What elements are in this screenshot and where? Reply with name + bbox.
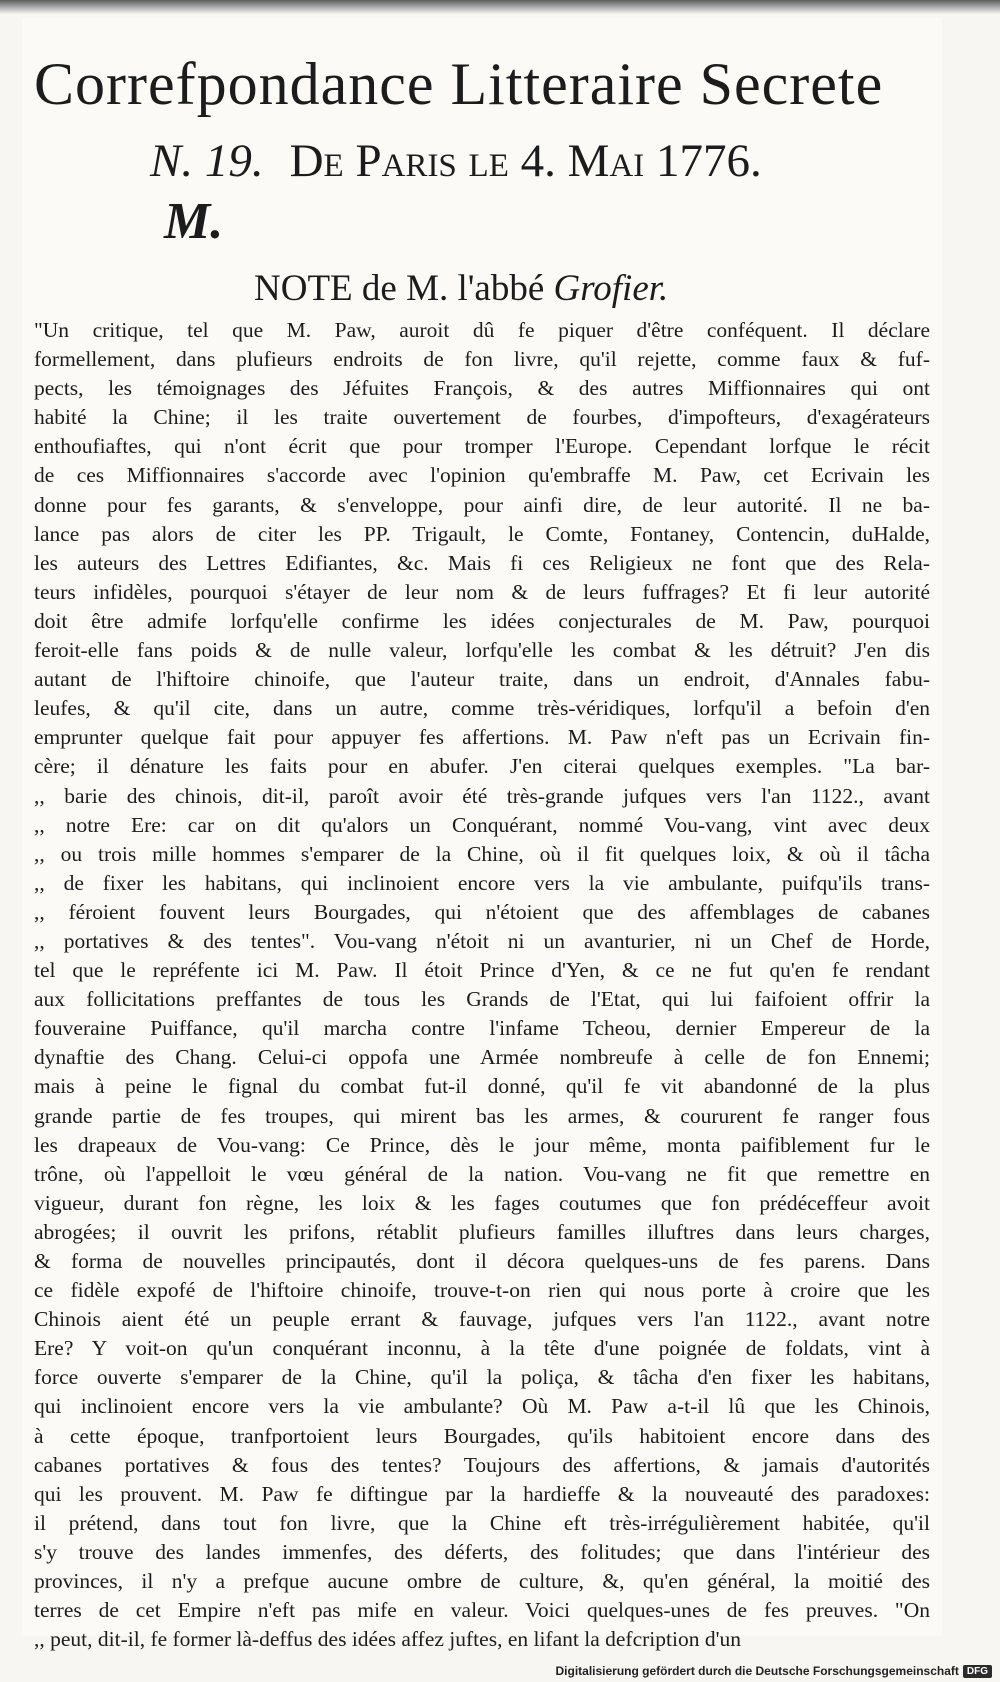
text-line: qui inclinoient encore vers la vie ambulante? Où M. Paw a-t-il lû que les Chinois, [34,1394,930,1419]
text-line: il prétend, dans tout fon livre, que la Chine eft très-irrégulièrement habitée, qu'il [34,1510,930,1535]
text-line: ,, peut, dit-il, fe former là-deffus des idées affez juftes, en lifant la defcription d'un [34,1627,741,1652]
text-line: de ces Miffionnaires s'accorde avec l'opinion qu'embraffe M. Paw, cet Ecrivain les [34,463,930,488]
text-line: emprunter quelque fait pour appuyer fes affertions. M. Paw n'eft pas un Ecrivain fin- [34,725,930,750]
text-line: force ouverte s'emparer de la Chine, qu'il la poliça, & tâcha d'en fixer les habitans, [34,1365,930,1390]
text-line: teurs infidèles, pourquoi s'étayer de leur nom & de leurs fuffrages? Et fi leur autorité [34,579,930,604]
text-line: abrogées; il ouvrit les prifons, rétablit plufieurs familles illuftres dans leurs charges, [34,1219,930,1244]
text-line: Ere? Y voit-on qu'un conquérant inconnu, à la tête d'une poignée de foldats, vint à [34,1336,930,1361]
text-line: ,, de fixer les habitans, qui inclinoient encore vers la vie ambulante, puifqu'ils trans- [34,870,930,895]
text-line: grande partie de fes troupes, qui mirent bas les armes, & coururent fe ranger fous [34,1103,930,1128]
text-line: enthoufiaftes, qui n'ont écrit que pour tromper l'Europe. Cependant lorfque le récit [34,434,930,459]
text-line: terres de cet Empire n'eft pas mife en valeur. Voici quelques-unes de fes preuves. "On [34,1598,930,1623]
text-line: fouveraine Puiffance, qu'il marcha contre l'infame Tcheou, dernier Empereur de la [34,1016,930,1041]
issue-line [150,135,762,187]
text-line: pects, les témoignages des Jéfuites François, & des autres Miffionnaires qui ont [34,376,930,401]
text-line: donne pour fes garants, & s'enveloppe, pour ainfi dire, de leur autorité. Il ne ba- [34,492,930,517]
body-text [34,316,930,1654]
text-line: aux follicitations preffantes de tous les Grands de l'Etat, qui lui faifoient offrir la [34,987,930,1012]
text-line: doit être admife lorfqu'elle confirme les idées conjecturales de M. Paw, pourquoi [34,608,930,633]
note-title [254,270,668,307]
text-line: formellement, dans plufieurs endroits de fon livre, qu'il rejette, comme faux & fuf- [34,347,930,372]
text-line: ,, notre Ere: car on dit qu'alors un Conquérant, nommé Vou-vang, vint avec deux [34,812,930,837]
place-date: De Paris le 4. Mai 1776. [289,135,762,187]
text-line: ,, ou trois mille hommes s'emparer de la Chine, où il fit quelques loix, & où il tâcha [34,841,930,866]
text-line: habité la Chine; il les traite ouvertement de fourbes, d'impofteurs, d'exagérateurs [34,405,930,430]
text-line: mais à peine le fignal du combat fut-il donné, qu'il fe vit abandonné de la plus [34,1074,930,1099]
text-line: cabanes portatives & fous des tentes? Toujours des affertions, & jamais d'autorités [34,1452,930,1477]
text-line: "Un critique, tel que M. Paw, auroit dû fe piquer d'être conféquent. Il déclare [34,318,930,342]
text-line: ,, portatives & des tentes". Vou-vang n'étoit ni un avanturier, ni un Chef de Horde, [34,928,930,953]
scan-top-edge [0,0,1000,14]
text-line: à cette époque, tranfportoient leurs Bourgades, qu'ils habitoient encore dans des [34,1423,930,1448]
text-line: s'y trouve des landes immenfes, des déferts, des folitudes; que dans l'intérieur des [34,1539,930,1564]
text-line: lance pas alors de citer les PP. Trigault, le Comte, Fontaney, Contencin, duHalde, [34,521,930,546]
digitization-credit [555,1664,992,1678]
text-line: cère; il dénature les faits pour en abufer. J'en citerai quelques exemples. "La bar- [34,754,930,779]
dfg-logo: DFG [963,1665,992,1678]
text-line: tel que le repréfente ici M. Paw. Il étoit Prince d'Yen, & ce ne fut qu'en fe rendant [34,958,930,983]
text-line: qui les prouvent. M. Paw fe diftingue par la hardieffe & la nouveauté des paradoxes: [34,1481,930,1506]
text-line: dynaftie des Chang. Celui-ci oppofa une Armée nombreufe à celle de fon Ennemi; [34,1045,930,1070]
text-line: & forma de nouvelles principautés, dont il décora quelques-uns de fes parens. Dans [34,1249,930,1273]
note-title-prefix: NOTE de M. l'abbé [254,268,545,309]
issue-number: N. 19. [150,135,264,187]
masthead-title: Correfpondance Litteraire Secrete [34,51,884,117]
text-line: ,, féroient fouvent leurs Bourgades, qui n'étoient que des affemblages de cabanes [34,899,930,924]
scanned-page [22,18,942,1652]
text-line: trône, où l'appelloit le vœu général de la nation. Vou-vang ne fit que remettre en [34,1161,930,1186]
salutation: M. [164,193,224,250]
text-line: leufes, & qu'il cite, dans un autre, comme très-véridiques, lorfqu'il a befoin d'en [34,696,930,721]
credit-text: Digitalisierung gefördert durch die Deutsche Forschungsgemeinschaft [555,1664,959,1678]
text-line: les auteurs des Lettres Edifiantes, &c. Mais fi ces Religieux ne font que des Rela- [34,550,930,575]
text-line: ce fidèle expofé de l'hiftoire chinoife, trouve-t-on rien qui nous porte à croire que les [34,1278,930,1303]
text-line: ,, barie des chinois, dit-il, paroît avoir été très-grande jufques vers l'an 1122., avant [34,783,930,808]
note-title-author: Grofier. [553,268,669,309]
text-line: feroit-elle fans poids & de nulle valeur, lorfqu'elle les combat & les détruit? J'en dis [34,638,930,663]
text-line: autant de l'hiftoire chinoife, que l'auteur traite, dans un endroit, d'Annales fabu- [34,667,930,692]
text-line: vigueur, durant fon règne, les loix & les fages coutumes que fon prédéceffeur avoit [34,1190,930,1215]
text-line: provinces, il n'y a prefque aucune ombre de culture, &, qu'en général, la moitié des [34,1569,930,1594]
text-line: les drapeaux de Vou-vang: Ce Prince, dès le jour même, monta paifiblement fur le [34,1132,930,1157]
text-line: Chinois aient été un peuple errant & fauvage, jufques vers l'an 1122., avant notre [34,1307,930,1332]
